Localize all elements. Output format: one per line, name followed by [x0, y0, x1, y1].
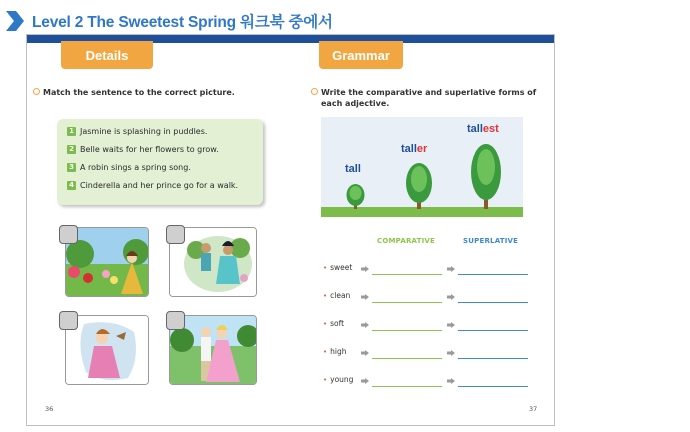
answer-line-superlative-soft[interactable] — [458, 330, 528, 331]
arrow-right-icon — [361, 322, 369, 328]
label-tall: tall — [345, 163, 361, 175]
answer-line-superlative-young[interactable] — [458, 386, 528, 387]
circle-bullet-icon — [311, 88, 318, 95]
word-row-young: • young — [323, 375, 354, 384]
label-taller: taller — [401, 143, 428, 155]
label-tallest: tallest — [467, 123, 499, 135]
circle-bullet-icon — [33, 88, 40, 95]
answer-box-1[interactable] — [59, 225, 78, 244]
word-row-high: • high — [323, 347, 347, 356]
arrow-right-icon — [447, 350, 455, 356]
arrow-right-icon — [447, 378, 455, 384]
sentence-3: 3 A robin sings a spring song. — [67, 163, 191, 172]
answer-line-comparative-young[interactable] — [372, 386, 442, 387]
chevron-right-icon — [6, 11, 24, 31]
arrow-right-icon — [361, 294, 369, 300]
word-row-sweet: • sweet — [323, 263, 353, 272]
page-number-left: 36 — [45, 405, 54, 413]
word-row-soft: • soft — [323, 319, 345, 328]
column-comparative: COMPARATIVE — [377, 237, 436, 245]
page-header — [6, 8, 333, 34]
answer-line-comparative-sweet[interactable] — [372, 274, 442, 275]
sentence-4: 4 Cinderella and her prince go for a walk. — [67, 181, 238, 190]
answer-line-comparative-soft[interactable] — [372, 330, 442, 331]
answer-box-3[interactable] — [59, 311, 78, 330]
details-instruction: Match the sentence to the correct picture. — [33, 87, 235, 98]
arrow-right-icon — [447, 294, 455, 300]
tab-grammar: Grammar — [319, 41, 403, 69]
robin-illustration — [66, 316, 148, 384]
tab-details: Details — [61, 41, 153, 69]
answer-line-superlative-high[interactable] — [458, 358, 528, 359]
arrow-right-icon — [447, 266, 455, 272]
arrow-right-icon — [361, 266, 369, 272]
answer-line-comparative-high[interactable] — [372, 358, 442, 359]
arrow-right-icon — [361, 378, 369, 384]
grammar-instruction: Write the comparative and superlative forms of each adjective. — [311, 87, 536, 109]
header-title: Level 2 The Sweetest Spring 워크북 중에서 — [32, 14, 333, 31]
workbook-spread — [26, 34, 555, 426]
answer-line-superlative-clean[interactable] — [458, 302, 528, 303]
garden-scene-illustration — [66, 228, 148, 296]
answer-line-comparative-clean[interactable] — [372, 302, 442, 303]
answer-box-2[interactable] — [166, 225, 185, 244]
sentence-2: 2 Belle waits for her flowers to grow. — [67, 145, 219, 154]
arrow-right-icon — [447, 322, 455, 328]
tree-comparison-illustration — [321, 117, 523, 217]
answer-line-superlative-sweet[interactable] — [458, 274, 528, 275]
page-number-right: 37 — [529, 405, 538, 413]
sentence-box — [57, 119, 263, 205]
column-superlative: SUPERLATIVE — [463, 237, 519, 245]
sentence-1: 1 Jasmine is splashing in puddles. — [67, 127, 207, 136]
word-row-clean: • clean — [323, 291, 351, 300]
arrow-right-icon — [361, 350, 369, 356]
answer-box-4[interactable] — [166, 311, 185, 330]
